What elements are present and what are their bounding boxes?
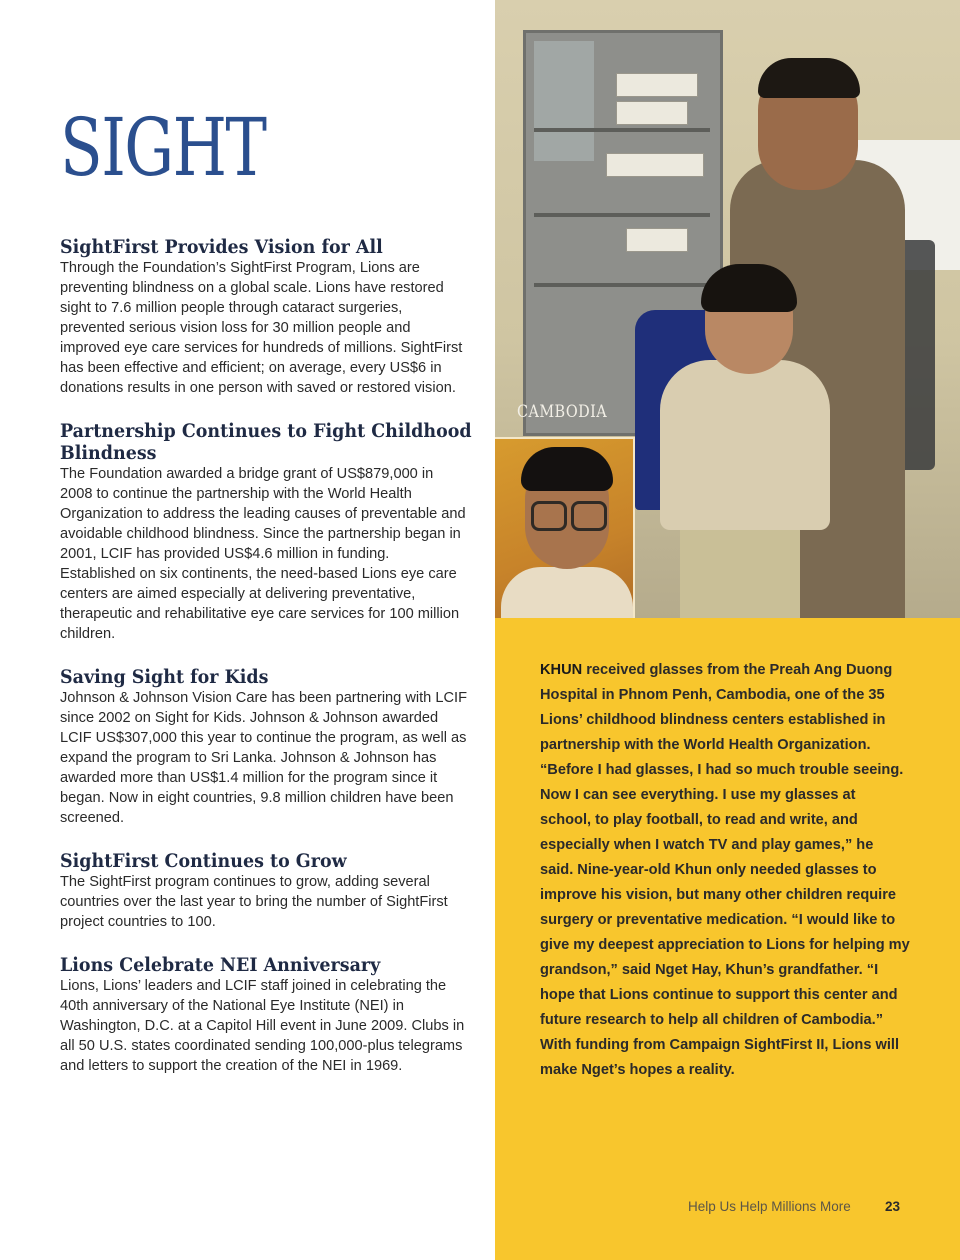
article-nei-anniversary <box>60 954 468 1076</box>
article-sightfirst-grow <box>60 850 468 932</box>
glasses-icon <box>531 501 567 531</box>
story-name: KHUN <box>540 662 583 678</box>
article-heading: Lions Celebrate NEI Anniversary <box>60 954 381 976</box>
articles <box>60 236 472 1098</box>
article-body: The SightFirst program continues to grow, adding several countries over the last year to bring the number of SightFirst project countries to 100. <box>60 874 448 930</box>
feature-story <box>540 658 910 1083</box>
article-heading: Saving Sight for Kids <box>60 666 269 688</box>
footer-tagline: Help Us Help Millions More <box>688 1199 851 1214</box>
article-sight-for-kids <box>60 666 468 828</box>
feature-panel <box>495 0 960 1260</box>
article-body: Through the Foundation’s SightFirst Program, Lions are preventing blindness on a global scale. Lions have restored sight to 7.6 million people through cataract surgeries, prevented serious vision loss for 30 million people and improved eye care services for hundreds of millions. SightFirst has been effective and efficient; on average, every US$6 in donations results in one person with saved or restored vision. <box>60 260 463 396</box>
article-heading: SightFirst Continues to Grow <box>60 850 347 872</box>
page-number: 23 <box>885 1199 901 1214</box>
boy-figure <box>660 360 830 530</box>
photo-caption: CAMBODIA <box>517 402 608 422</box>
story-text: received glasses from the Preah Ang Duong Hospital in Phnom Penh, Cambodia, one of the 35 Lions’ childhood blindness centers established in partnership with the World Health Organization. “Before I had glasses, I had so much trouble seeing. Now I can see everything. I use my glasses at school, to play football, to read and write, and especially when I watch TV and play games,” he said. Nine-year-old Khun only needed glasses to improve his vision, but many other children require surgery or preventative medication. “I would like to give my deepest appreciation to Lions for helping my grandson,” said Nget Hay, Khun’s grandfather. “I hope that Lions continue to support this center and future research to help all children of Cambodia.” With funding from Campaign SightFirst II, Lions will make Nget’s hopes a reality. <box>540 662 910 1078</box>
article-body: Johnson & Johnson Vision Care has been partnering with LCIF since 2002 on Sight for Kids. Johnson & Johnson awarded LCIF US$307,000 this year to continue the program, as well as expand the program to Sri Lanka. Johnson & Johnson has awarded more than US$1.4 million for the program since it began. Now in eight countries, 9.8 million children have been screened. <box>60 690 467 826</box>
article-partnership <box>60 420 472 644</box>
article-heading: Partnership Continues to Fight Childhood Blindness <box>60 420 472 464</box>
article-sightfirst-vision <box>60 236 468 398</box>
boy-with-glasses-photo <box>495 437 635 618</box>
page-title: SIGHT <box>60 101 266 194</box>
article-body: Lions, Lions’ leaders and LCIF staff joined in celebrating the 40th anniversary of the National Eye Institute (NEI) in Washington, D.C. at a Capitol Hill event in June 2009. Clubs in all 50 U.S. states coordinated sending 100,000-plus telegrams and letters to support the creation of the NEI in 1969. <box>60 978 465 1074</box>
article-body: The Foundation awarded a bridge grant of US$879,000 in 2008 to continue the partnership with the World Health Organization to address the leading causes of preventable and avoidable childhood blindness. Since the partnership began in 2001, LCIF has provided US$4.6 million in funding. Established on six continents, the need-based Lions eye care centers are aimed especially at delivering preventative, therapeutic and rehabilitative eye care services for 100 million children. <box>60 466 466 642</box>
article-heading: SightFirst Provides Vision for All <box>60 236 383 258</box>
